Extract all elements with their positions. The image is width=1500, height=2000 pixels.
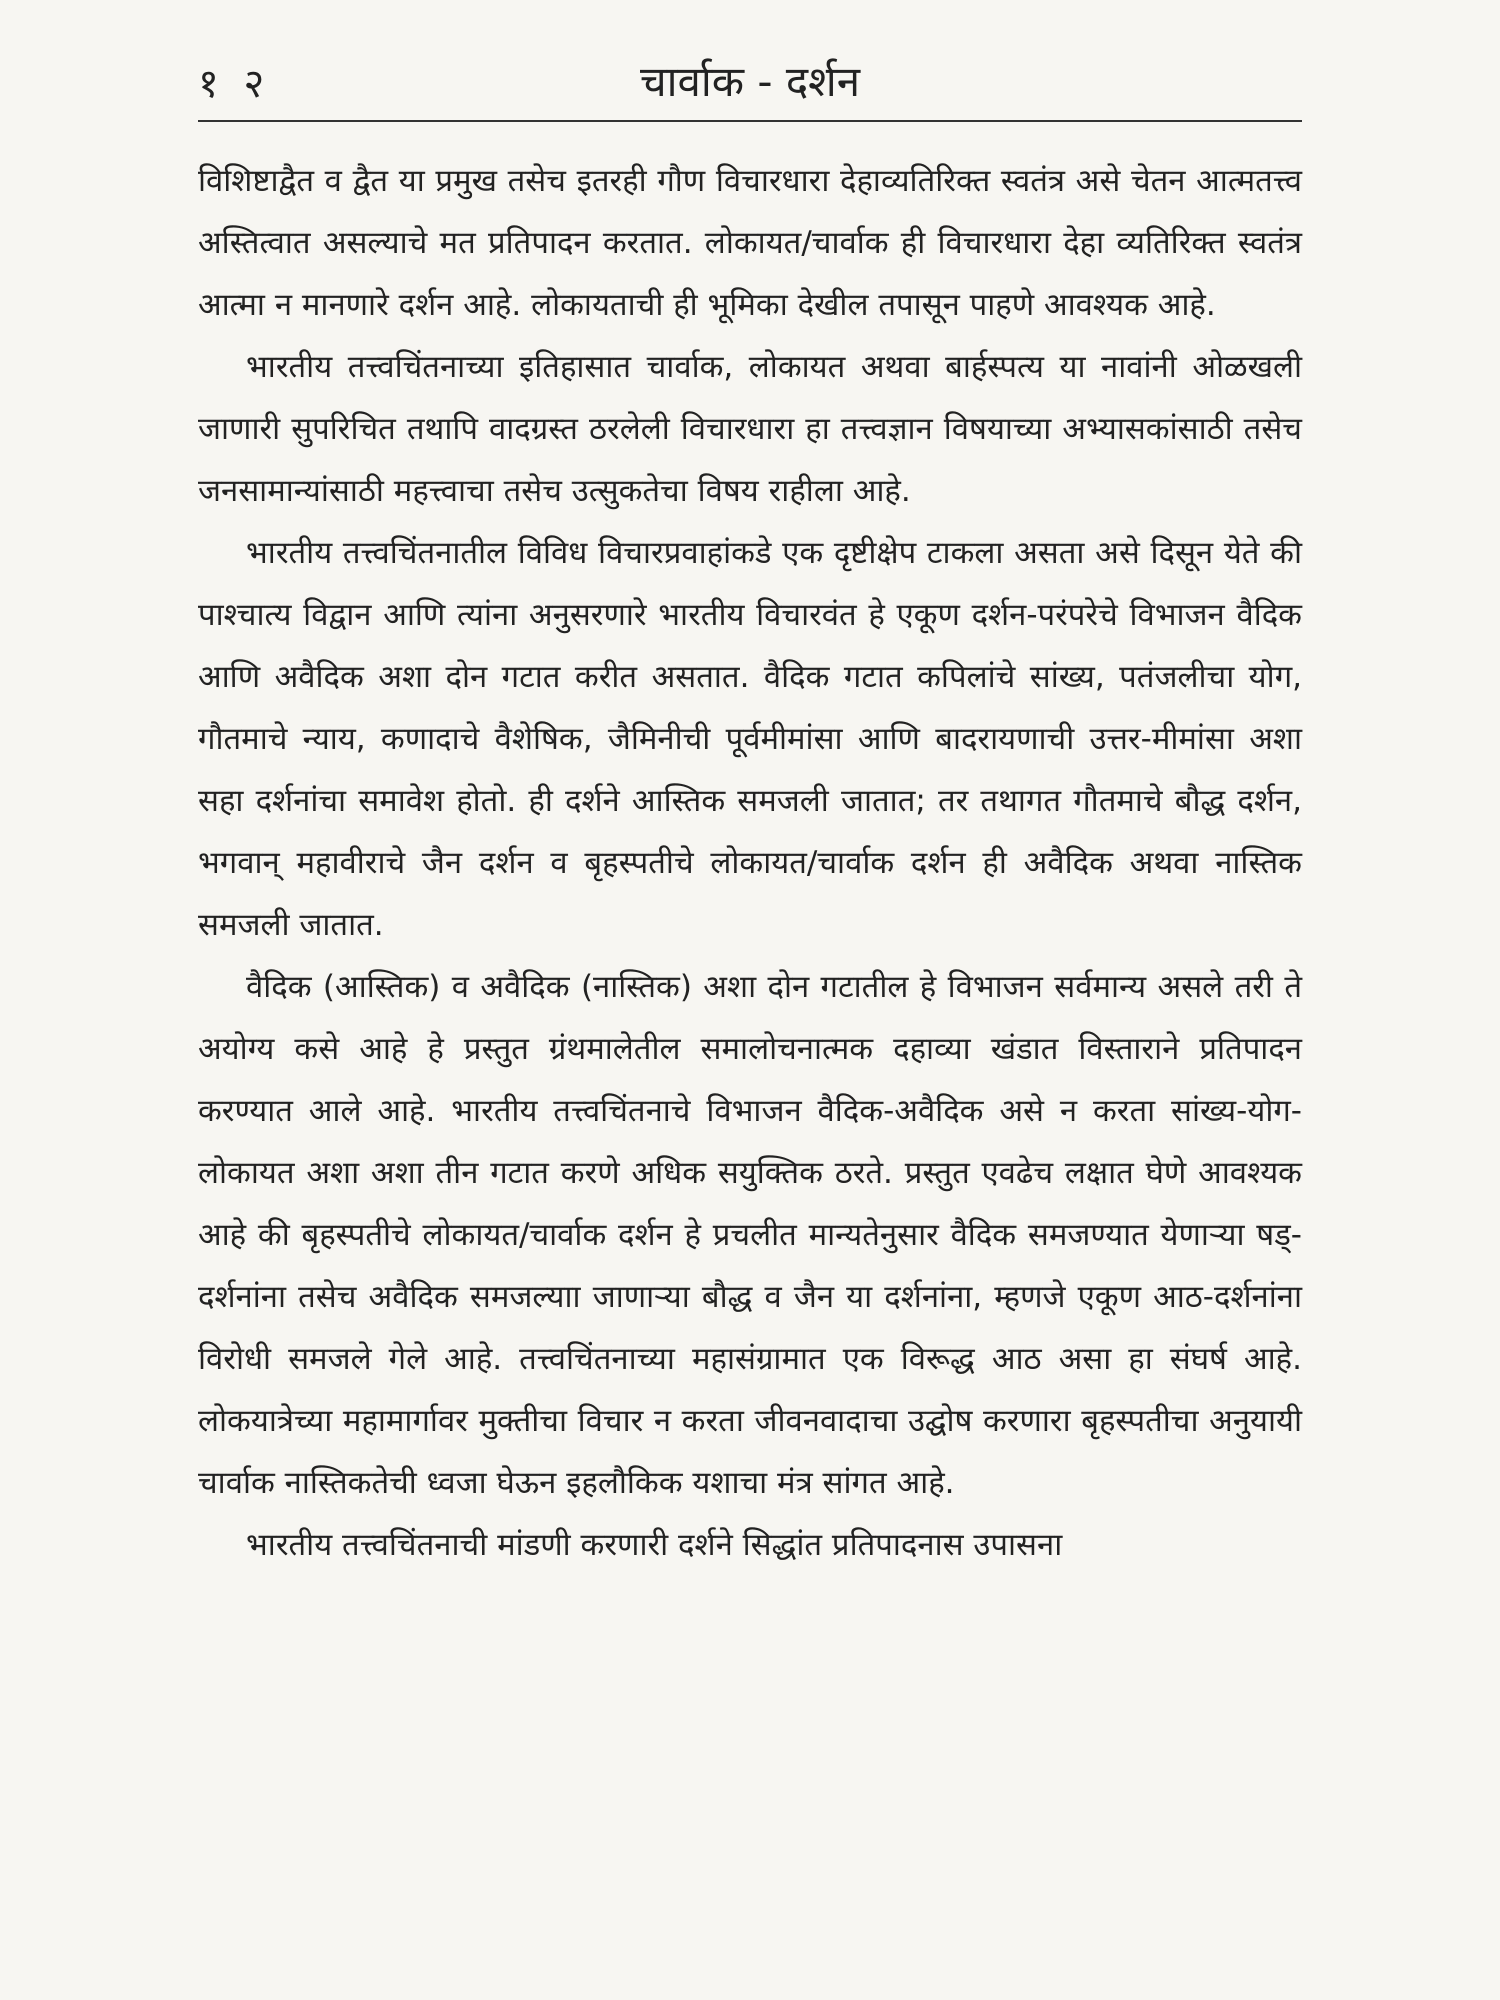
paragraph: विशिष्टाद्वैत व द्वैत या प्रमुख तसेच इतरही गौण विचारधारा देहाव्यतिरिक्त स्वतंत्र असे चेतन आत्मतत्त्व अस्तित्वात असल्याचे मत प्रतिपादन करतात. लोकायत/चार्वाक ही विचारधारा देहा व्यतिरिक्त स्वतंत्र आत्मा न मानणारे दर्शन आहे. लोकायताची ही भूमिका देखील तपासून पाहणे आवश्यक आहे.	[198, 163, 1302, 323]
paragraph: भारतीय तत्त्वचिंतनाची मांडणी करणारी दर्शने सिद्धांत प्रतिपादनास उपासना	[246, 1527, 1063, 1563]
running-title: चार्वाक - दर्शन	[639, 57, 861, 106]
header-rule	[198, 120, 1302, 122]
page-number: १ २	[198, 61, 271, 107]
paragraph: वैदिक (आस्तिक) व अवैदिक (नास्तिक) अशा दोन गटातील हे विभाजन सर्वमान्य असले तरी ते अयोग्य कसे आहे हे प्रस्तुत ग्रंथमालेतील समालोचनात्मक दहाव्या खंडात विस्ताराने प्रतिपादन करण्यात आले आहे. भारतीय तत्त्वचिंतनाचे विभाजन वैदिक-अवैदिक असे न करता सांख्य-योग-लोकायत अशा अशा तीन गटात करणे अधिक सयुक्तिक ठरते. प्रस्तुत एवढेच लक्षात घेणे आवश्यक आहे की बृहस्पतीचे लोकायत/चार्वाक दर्शन हे प्रचलीत मान्यतेनुसार वैदिक समजण्यात येणाऱ्या षड्-दर्शनांना तसेच अवैदिक समजल्याा जाणाऱ्या बौद्ध व जैन या दर्शनांना, म्हणजे एकूण आठ-दर्शनांना विरोधी समजले गेले आहे. तत्त्वचिंतनाच्या महासंग्रामात एक विरूद्ध आठ असा हा संघर्ष आहे. लोकयात्रेच्या महामार्गावर मुक्तीचा विचार न करता जीवनवादाचा उद्घोष करणारा बृहस्पतीचा अनुयायी चार्वाक नास्तिकतेची ध्वजा घेऊन इहलौकिक यशाचा मंत्र सांगत आहे.	[198, 969, 1302, 1501]
paragraph: भारतीय तत्त्वचिंतनातील विविध विचारप्रवाहांकडे एक दृष्टीक्षेप टाकला असता असे दिसून येते की पाश्चात्य विद्वान आणि त्यांना अनुसरणारे भारतीय विचारवंत हे एकूण दर्शन-परंपरेचे विभाजन वैदिक आणि अवैदिक अशा दोन गटात करीत असतात. वैदिक गटात कपिलांचे सांख्य, पतंजलीचा योग, गौतमाचे न्याय, कणादाचे वैशेषिक, जैमिनीची पूर्वमीमांसा आणि बादरायणाची उत्तर-मीमांसा अशा सहा दर्शनांचा समावेश होतो. ही दर्शने आस्तिक समजली जातात; तर तथागत गौतमाचे बौद्ध दर्शन, भगवान् महावीराचे जैन दर्शन व बृहस्पतीचे लोकायत/चार्वाक दर्शन ही अवैदिक अथवा नास्तिक समजली जातात.	[198, 535, 1302, 943]
paragraph: भारतीय तत्त्वचिंतनाच्या इतिहासात चार्वाक, लोकायत अथवा बार्हस्पत्य या नावांनी ओळखली जाणारी सुपरिचित तथापि वादग्रस्त ठरलेली विचारधारा हा तत्त्वज्ञान विषयाच्या अभ्यासकांसाठी तसेच जनसामान्यांसाठी महत्त्वाचा तसेच उत्सुकतेचा विषय राहीला आहे.	[198, 349, 1302, 509]
page-header	[198, 48, 1302, 128]
body-text	[198, 150, 1302, 1576]
